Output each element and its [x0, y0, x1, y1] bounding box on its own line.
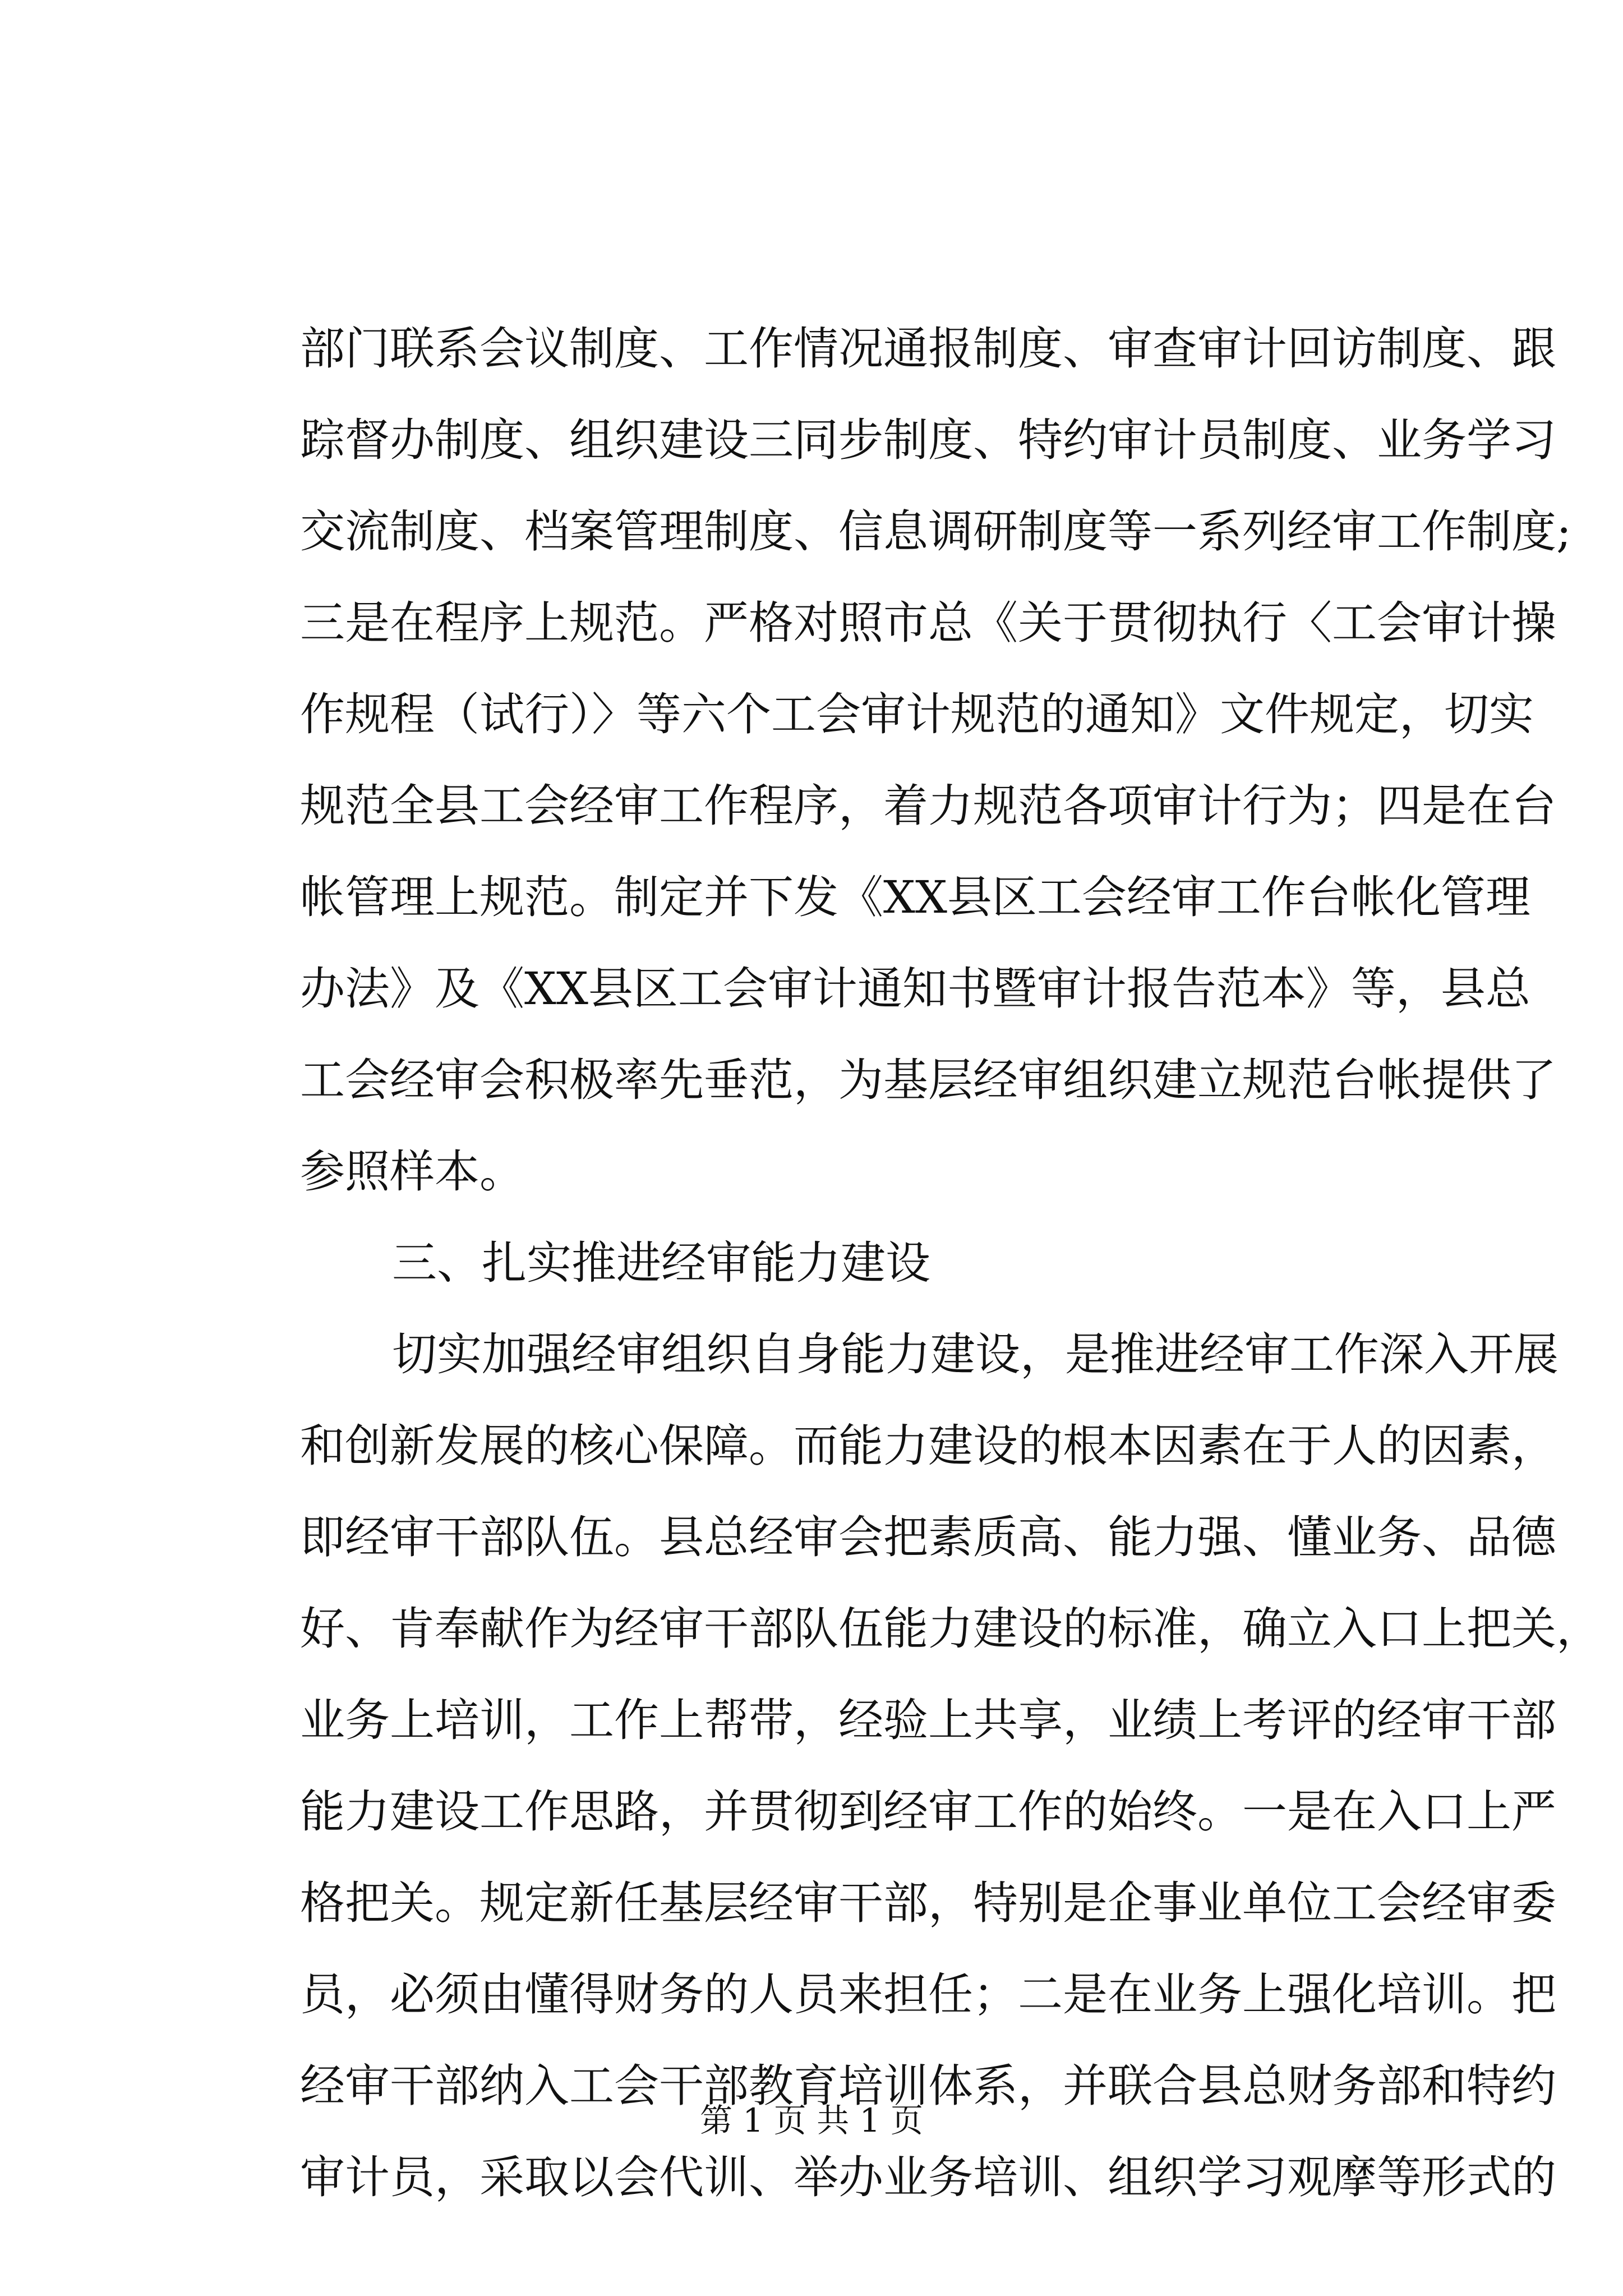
- paragraph-line: 规范全县工会经审工作程序，着力规范各项审计行为；四是在台: [300, 780, 1556, 832]
- paragraph-line: 参照样本。: [300, 1145, 524, 1198]
- paragraph-line: 工会经审会积极率先垂范，为基层经审组织建立规范台帐提供了: [300, 1054, 1556, 1106]
- paragraph-line: 交流制度、档案管理制度、信息调研制度等一系列经审工作制度;: [300, 505, 1571, 558]
- paragraph-line: 员，必须由懂得财务的人员来担任；二是在业务上强化培训。把: [300, 1968, 1556, 2021]
- paragraph-line: 踪督办制度、组织建设三同步制度、特约审计员制度、业务学习: [300, 414, 1556, 466]
- paragraph-line: 审计员，采取以会代训、举办业务培训、组织学习观摩等形式的: [300, 2151, 1556, 2203]
- section-heading: 三、扎实推进经审能力建设: [392, 1237, 930, 1289]
- paragraph-line: 帐管理上规范。制定并下发《XX县区工会经审工作台帐化管理: [300, 871, 1530, 923]
- paragraph-line: 部门联系会议制度、工作情况通报制度、审查审计回访制度、跟: [300, 323, 1556, 375]
- paragraph-line: 格把关。规定新任基层经审干部，特别是企事业单位工会经审委: [300, 1877, 1556, 1929]
- paragraph-line: 业务上培训，工作上帮带，经验上共享，业绩上考评的经审干部: [300, 1694, 1556, 1746]
- paragraph-line: 三是在程序上规范。严格对照市总《关于贯彻执行〈工会审计操: [300, 597, 1556, 649]
- page-footer: 第 1 页 共 1 页: [700, 2101, 923, 2139]
- paragraph-line: 好、肯奉献作为经审干部队伍能力建设的标准，确立入口上把关，: [300, 1603, 1601, 1655]
- paragraph-line: 办法》及《XX县区工会审计通知书暨审计报告范本》等，县总: [300, 963, 1530, 1015]
- paragraph-line: 经审干部纳入工会干部教育培训体系，并联合县总财务部和特约: [300, 2060, 1556, 2112]
- document-body: [300, 303, 1601, 2223]
- paragraph-line: 作规程（试行）〉等六个工会审计规范的通知》文件规定，切实: [300, 688, 1534, 740]
- paragraph-line: 能力建设工作思路，并贯彻到经审工作的始终。一是在入口上严: [300, 1786, 1556, 1838]
- paragraph-line: 即经审干部队伍。县总经审会把素质高、能力强、懂业务、品德: [300, 1511, 1556, 1563]
- paragraph-line: 切实加强经审组织自身能力建设，是推进经审工作深入开展: [392, 1328, 1559, 1381]
- paragraph-line: 和创新发展的核心保障。而能力建设的根本因素在于人的因素，: [300, 1420, 1556, 1472]
